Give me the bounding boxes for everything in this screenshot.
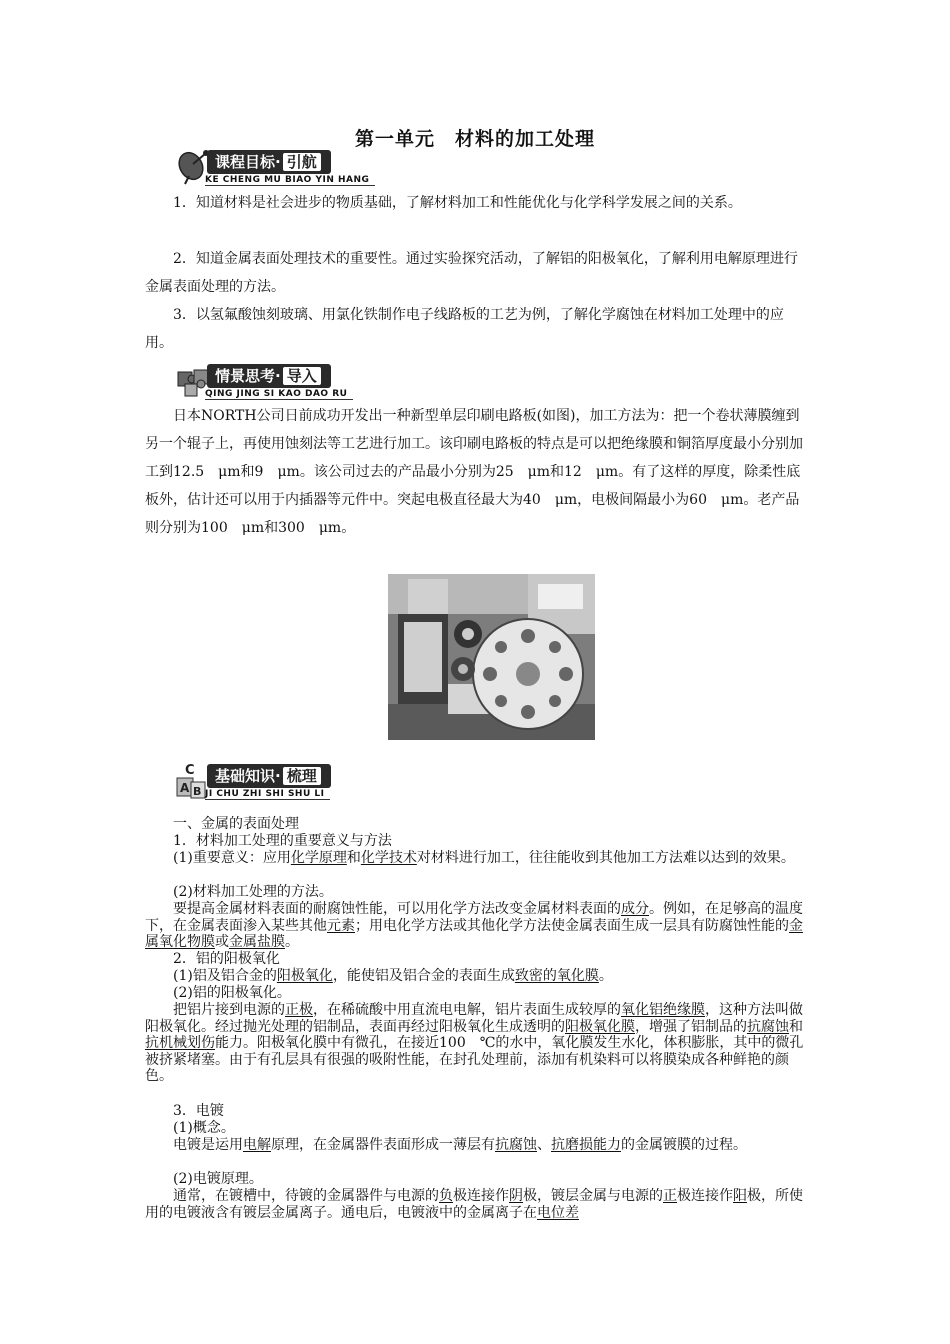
page-title: 第一单元 材料的加工处理 bbox=[354, 128, 595, 150]
blank-answer: 阳极氧化膜 bbox=[565, 1018, 635, 1035]
blank-answer: 成分 bbox=[621, 901, 649, 917]
para-principle-heading: (2)电镀原理。 bbox=[173, 1171, 263, 1187]
para-anodizing-1: (1)铝及铝合金的阳极氧化，能使铝及铝合金的表面生成致密的氧化膜。 bbox=[173, 968, 613, 984]
blank-answer: 抗腐蚀 bbox=[747, 1018, 789, 1035]
banner-tag-text: 引航 bbox=[283, 153, 321, 171]
blank-answer: 抗腐蚀 bbox=[495, 1137, 537, 1153]
blank-answer: 金属盐膜 bbox=[229, 934, 285, 951]
para-importance: (1)重要意义：应用化学原理和化学技术对材料进行加工，往往能收到其他加工方法难以达到的效果。 bbox=[173, 850, 795, 866]
scenario-paragraph: 日本NORTH公司日前成功开发出一种新型单层印刷电路板(如图)，加工方法为：把一个卷状薄膜缠到另一个辊子上，再使用蚀刻法等工艺进行加工。该印刷电路板的特点是可以把绝缘膜和铜箔厚度最小分别加工到12.5 μm和9 μm。该公司过去的产品最小分别为25 μm和12 μm。有了这样的厚度，除柔性底板外，估计还可以用于内插器等元件中。突起电极直径最大为40 μm，电极间隔最小为60 μm。老产品则分别为100 μm和300 μm。 bbox=[145, 408, 803, 536]
banner-pinyin: QING JING SI KAO DAO RU bbox=[205, 389, 353, 400]
banner-main-text: 课程目标 bbox=[215, 153, 276, 171]
para-anodizing-heading: (2)铝的阳极氧化。 bbox=[173, 985, 291, 1001]
svg-text:A: A bbox=[180, 781, 190, 795]
banner-main-text: 情景思考 bbox=[215, 367, 276, 385]
objective-3: 3．以氢氟酸蚀刻玻璃、用氯化铁制作电子线路板的工艺为例，了解化学腐蚀在材料加工处理中的应用。 bbox=[145, 307, 784, 351]
blank-answer: 化学原理 bbox=[290, 850, 347, 866]
banner-main-text: 基础知识 bbox=[215, 767, 276, 785]
section-banner-objectives: 课程目标· 引航 KE CHENG MU BIAO YIN HANG bbox=[175, 146, 385, 192]
para-principle: 通常，在镀槽中，待镀的金属器件与电源的负极连接作阴极，镀层金属与电源的正极连接作阳极，所使用的电镀液含有镀层金属离子。通电后，电镀液中的金属离子在电位差 bbox=[145, 1188, 803, 1221]
blank-answer: 电位差 bbox=[537, 1204, 579, 1221]
blank-answer: 化学技术 bbox=[360, 850, 417, 866]
section-banner-scenario: 情景思考· 导入 QING JING SI KAO DAO RU bbox=[175, 360, 400, 406]
blank-answer: 阳 bbox=[733, 1188, 747, 1204]
blank-answer: 阳极氧化 bbox=[276, 968, 333, 984]
blank-answer: 电解 bbox=[243, 1137, 271, 1153]
blank-answer: 正 bbox=[663, 1188, 677, 1204]
svg-text:B: B bbox=[193, 785, 202, 798]
blank-answer: 致密的氧化膜 bbox=[514, 968, 599, 984]
banner-tag-text: 梳理 bbox=[283, 767, 321, 785]
para-concept: 电镀是运用电解原理，在金属器件表面形成一薄层有抗腐蚀、抗磨损能力的金属镀膜的过程。 bbox=[173, 1137, 747, 1153]
circuit-board-machine-photo bbox=[388, 574, 595, 740]
objective-2: 2．知道金属表面处理技术的重要性。通过实验探究活动，了解铝的阳极氧化，了解利用电解原理进行金属表面处理的方法。 bbox=[145, 251, 798, 295]
heading-electroplating: 3．电镀 bbox=[173, 1103, 224, 1119]
para-methods: 要提高金属材料表面的耐腐蚀性能，可以用化学方法改变金属材料表面的成分。例如，在足够高的温度下，在金属表面渗入某些其他元素；用电化学方法或其他化学方法使金属表面生成一层具有防腐蚀性能的金属氧化物膜或金属盐膜。 bbox=[145, 901, 803, 951]
para-anodizing-2: 把铝片接到电源的正极，在稀硫酸中用直流电电解，铝片表面生成较厚的氧化铝绝缘膜，这种方法叫做阳极氧化。经过抛光处理的铝制品，表面再经过阳极氧化生成透明的阳极氧化膜，增强了铝制品的抗腐蚀和抗机械划伤能力。阳极氧化膜中有微孔，在接近100 ℃的水中，氧化膜发生水化，体积膨胀，其中的微孔被挤紧堵塞。由于有孔层具有很强的吸附性能，在封孔处理前，添加有机染料可以将膜染成各种鲜艳的颜色。 bbox=[145, 1002, 804, 1085]
blank-answer: 负 bbox=[439, 1188, 453, 1204]
para-method-heading: (2)材料加工处理的方法。 bbox=[173, 884, 333, 900]
heading-metal-surface: 一、金属的表面处理 bbox=[173, 816, 299, 832]
blank-answer: 抗机械划伤 bbox=[145, 1035, 215, 1052]
heading-material-processing: 1．材料加工处理的重要意义与方法 bbox=[173, 833, 392, 849]
blank-answer: 金属氧化物膜 bbox=[145, 917, 803, 951]
svg-text:C: C bbox=[185, 763, 195, 778]
blank-answer: 正极 bbox=[285, 1002, 313, 1018]
section-banner-knowledge: A B C 基础知识· 梳理 JI CHU ZHI SHI SHU LI bbox=[175, 760, 405, 806]
heading-anodizing: 2．铝的阳极氧化 bbox=[173, 951, 280, 967]
blank-answer: 抗磨损能力 bbox=[551, 1137, 621, 1153]
banner-pinyin: KE CHENG MU BIAO YIN HANG bbox=[205, 175, 375, 186]
blank-answer: 阴 bbox=[509, 1188, 523, 1204]
blank-answer: 氧化铝绝缘膜 bbox=[621, 1002, 705, 1018]
banner-pinyin: JI CHU ZHI SHI SHU LI bbox=[205, 789, 330, 800]
objective-1: 1．知道材料是社会进步的物质基础，了解材料加工和性能优化与化学科学发展之间的关系。 bbox=[173, 195, 742, 211]
banner-tag-text: 导入 bbox=[283, 367, 321, 385]
blank-answer: 元素 bbox=[327, 917, 355, 934]
para-concept-heading: (1)概念。 bbox=[173, 1120, 235, 1136]
